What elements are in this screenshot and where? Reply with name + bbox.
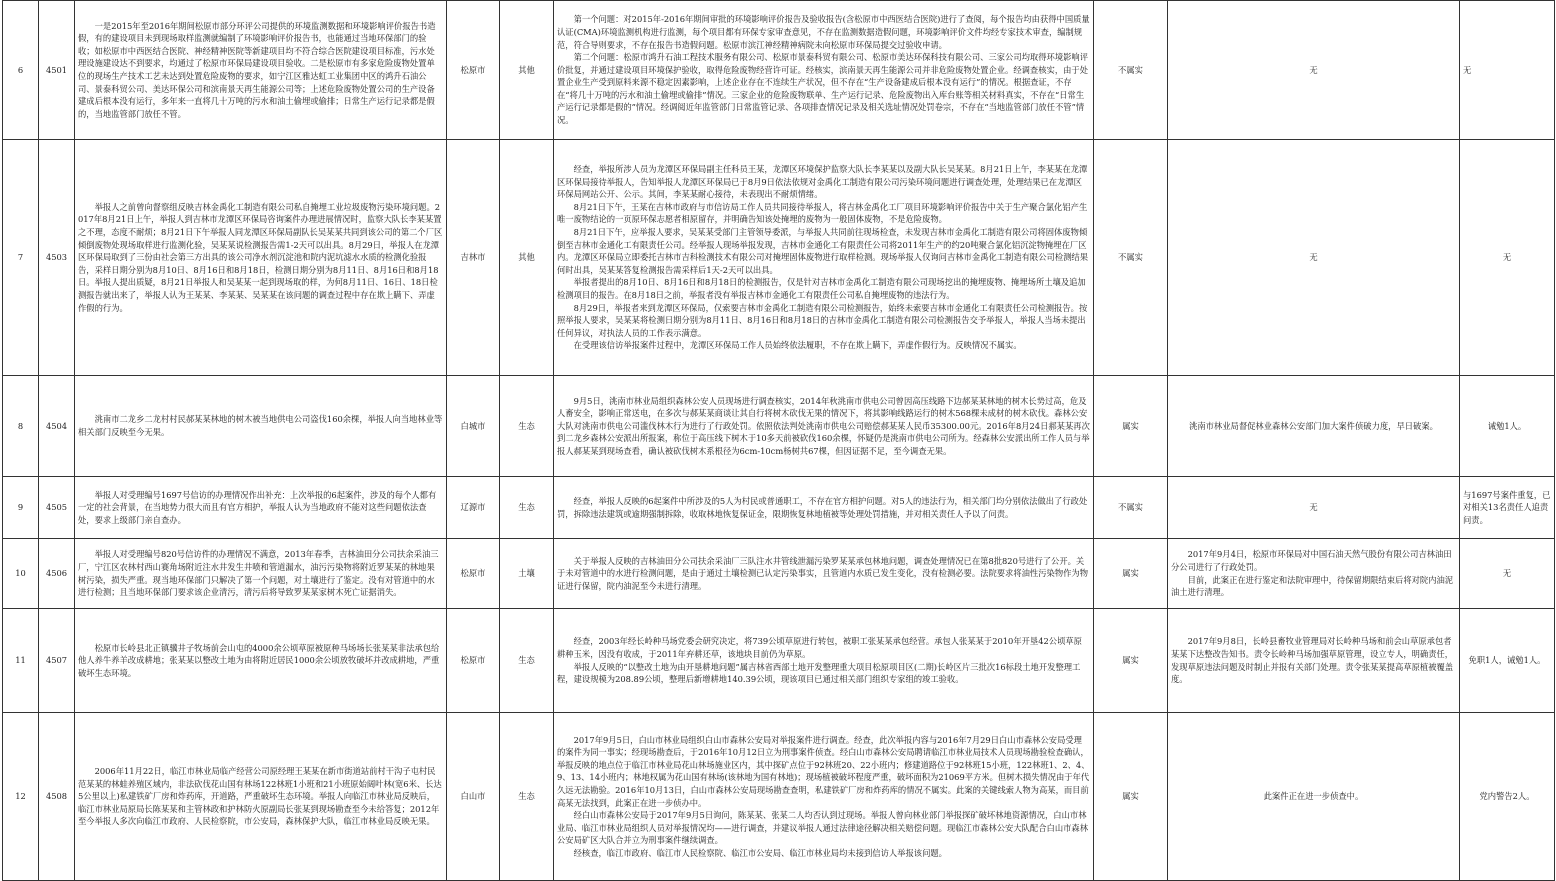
accountability: 与1697号案件重复，已对相关13名责任人追责问责。 bbox=[1460, 477, 1555, 539]
verdict: 不属实 bbox=[1094, 477, 1168, 539]
category: 生态 bbox=[500, 713, 554, 881]
accountability: 党内警告2人。 bbox=[1460, 713, 1555, 881]
verdict: 属实 bbox=[1094, 539, 1168, 609]
handling-measures: 洮南市林业局督促林业森林公安部门加大案件侦破力度，早日破案。 bbox=[1168, 376, 1460, 477]
city: 白城市 bbox=[447, 376, 500, 477]
case-code: 4506 bbox=[39, 539, 75, 609]
accountability: 无 bbox=[1460, 539, 1555, 609]
case-code: 4507 bbox=[39, 609, 75, 713]
handling-measures: 无 bbox=[1168, 477, 1460, 539]
handling-measures: 无 bbox=[1168, 1, 1460, 140]
city: 松原市 bbox=[447, 609, 500, 713]
accountability: 无 bbox=[1460, 1, 1555, 140]
category: 其他 bbox=[500, 1, 554, 140]
table-row bbox=[3, 376, 1555, 477]
complaint-content: 举报人之前曾向督察组反映吉林金禹化工制造有限公司私自掩埋工业垃圾废物污染环境问题。2017年8月21日上午，举报人到吉林市龙潭区环保局咨询案件办理进展情况时，监察大队长李某某置之不理，态度不耐烦；8月21日下午举报人同龙潭区环保局副队长吴某某共同到该公司的第二个厂区倾倒废物处现场取样进行监测化验，吴某某说检测报告需1-2天可以出具。8月29日，举报人在龙潭区环保局取到了三份由社会第三方出具的该公司净水剂沉淀池和院内泥坑滤水水质的检测化验报告，采样日期分别为8月10日、8月16日和8月18日，检测日期分别为8月11日、8月16日和8月18日。举报人提出质疑，8月21日举报人和吴某某一起到现场取的样，为何8月11日、16日、18日检测报告就出来了，举报人认为王某某、李某某、吴某某在该问题的调查过程中存在欺上瞒下、弄虚作假的行为。 bbox=[75, 140, 447, 376]
case-code: 4504 bbox=[39, 376, 75, 477]
complaint-content: 2006年11月22日，临江市林业局临产经营公司原经理王某某在新市街道站前村干沟子屯村民范某某的林蛙养殖区域内，非法砍伐花山国有林场122林班1小班和21小班原始阔叶林(宽6米、长达5公里以上)私建铁矿厂房和炸药库，开道路，严重破坏生态环境。举报人向临江市林业局反映后，临江市林业局原局长陈某某和主管林政和护林防火原副局长张某到现场勘查至今未给答复；2012年至今举报人多次向临江市政府、人民检察院，市公安局，森林保护大队，临江市林业局反映无果。 bbox=[75, 713, 447, 881]
handling-measures: 无 bbox=[1168, 140, 1460, 376]
category: 其他 bbox=[500, 140, 554, 376]
city: 吉林市 bbox=[447, 140, 500, 376]
case-code: 4501 bbox=[39, 1, 75, 140]
complaint-content: 一是2015年至2016年期间松原市部分环评公司提供的环境监测数据和环境影响评价报告书造假，有的建设项目未到现场取样监测就编制了环境影响评价报告书，也能通过当地环保部门的验收；如松原市中西医结合医院、神经精神医院等新建项目均不符合综合医院建设项目标准，污水处理设施建设达不到要求，均通过了松原市环保局建设项目验收。二是松原市有多家危险废物处置单位的现场生产技术工艺未达到处置危险废物的要求，如宁江区雅达虹工业集团中区的鸿升石油公司、景泰科贸公司、美达环保公司和滨南景天再生能源公司等；上述危险废物处置公司的生产设备建成后根本没有运行，多年来一直将几十万吨的污水和油土偷埋或偷排；日常生产运行记录都是假的，当地监管部门放任不管。 bbox=[75, 1, 447, 140]
row-number: 10 bbox=[3, 539, 39, 609]
row-number: 6 bbox=[3, 1, 39, 140]
city: 松原市 bbox=[447, 539, 500, 609]
complaint-content: 举报人对受理编号1697号信访的办理情况作出补充：上次举报的6起案件，涉及的每个人都有一定的社会背景，在当地势力很大而且有官方相护，举报人认为当地政府不能对这些问题依法查处，要求上级部门亲自查办。 bbox=[75, 477, 447, 539]
investigation-result: 经查，举报人反映的6起案件中所涉及的5人为村民或普通职工，不存在官方相护问题。对5人的违法行为，相关部门均分别依法做出了行政处罚，拆除违法建筑或逾期强制拆除，收取林地恢复保证金，限期恢复林地植被等处理处罚措施，并对相关责任人予以了问责。 bbox=[554, 477, 1094, 539]
table-row bbox=[3, 1, 1555, 140]
verdict: 不属实 bbox=[1094, 1, 1168, 140]
row-number: 9 bbox=[3, 477, 39, 539]
investigation-result: 9月5日，洮南市林业局组织森林公安人员现场进行调查核实，2014年秋洮南市供电公司曾因高压线路下边郝某某林地的树木长势过高，危及人畜安全，影响正常送电，在多次与郝某某商谈让其自行将树木砍伐无果的情况下，将其影响线路运行的树木568棵未成材的树木砍伐。森林公安大队对洮南市供电公司滥伐林木行为进行了行政处罚。依照依法判处洮南市供电公司赔偿郝某某人民币35300.00元。2016年8月24日郝某某再次到二龙乡森林公安派出所报案，称位于高压线下树木于10多天前被砍伐160余棵，怀疑仍是洮南市供电公司所为。经森林公安派出所工作人员与举报人郝某某到现场查看，确认被砍伐树木系根径为6cm-10cm杨树共67棵，但因证据不足，至今调查无果。 bbox=[554, 376, 1094, 477]
row-number: 11 bbox=[3, 609, 39, 713]
table-row bbox=[3, 477, 1555, 539]
accountability: 诫勉1人。 bbox=[1460, 376, 1555, 477]
city: 辽源市 bbox=[447, 477, 500, 539]
investigation-result: 经查，2003年经长岭种马场党委会研究决定，将739公顷草原进行转包，被职工张某某承包经营。承包人张某某于2010年开垦42公顷草原耕种玉米，因没有收成，于2011年弃耕还草，该地块目前仍为草原。 举报人反映的“以整改土地为由开垦耕地问题”属吉林省西部土地开发整理重大项目松原项目区(二期)长岭区片三批次16标段土地开发整理工程，建设规模为208.89公顷，整理后新增耕地140.39公顷，现该项目已通过相关部门组织专家组的竣工验收。 bbox=[554, 609, 1094, 713]
table-row bbox=[3, 140, 1555, 376]
case-code: 4508 bbox=[39, 713, 75, 881]
accountability: 无 bbox=[1460, 140, 1555, 376]
complaint-table bbox=[2, 0, 1555, 881]
row-number: 12 bbox=[3, 713, 39, 881]
table-row bbox=[3, 539, 1555, 609]
category: 生态 bbox=[500, 609, 554, 713]
complaint-content: 举报人对受理编号820号信访件的办理情况不满意，2013年春季，吉林油田分公司扶余采油三厂，宁江区农林村西山赛角场附近注水井发生井喷和管道漏水，油污污染物将附近罗某某的林地果树污染，损失严重。现当地环保部门只解决了第一个问题，对土壤进行了鉴定。没有对管道中的水进行检测；且当地环保部门要求该企业清污，清污后将导致罗某某家树木死亡证据消失。 bbox=[75, 539, 447, 609]
table-row bbox=[3, 713, 1555, 881]
row-number: 7 bbox=[3, 140, 39, 376]
category: 生态 bbox=[500, 477, 554, 539]
table-row bbox=[3, 609, 1555, 713]
accountability: 免职1人，诫勉1人。 bbox=[1460, 609, 1555, 713]
handling-measures: 2017年9月4日，松原市环保局对中国石油天然气股份有限公司吉林油田分公司进行了行政处罚。 目前，此案正在进行鉴定和法院审理中，待保留期限结束后将对院内油泥油土进行清理。 bbox=[1168, 539, 1460, 609]
complaint-content: 松原市长岭县北正镇骥井子牧场前会山屯的4000余公顷草原被原种马场场长张某某非法承包给他人养牛养羊改成耕地；张某某以整改土地为由将附近居民1000余公顷放牧破坏并改成耕地，严重破坏生态环境。 bbox=[75, 609, 447, 713]
investigation-result: 第一个问题：对2015年-2016年期间审批的环境影响评价报告及验收报告(含松原市中西医结合医院)进行了查阅，每个报告均由获得中国质量认证(CMA)环境监测机构进行监测，每个项目都有环保专家审查意见，不存在监测数据造假问题，环境影响评价文件均经专家技术审查，编制规范，符合导则要求，不存在报告书造假问题。松原市滨江神经精神病院未向松原市环保局提交过验收申请。 第二个问题：松原市鸿升石油工程技术服务有限公司、松原市景泰科贸有限公司、松原市美达环保科技有限公司、三家公司均取得环境影响评价批复，并通过建设项目环境保护验收，取得危险废物经营许可证。经核实，滨南景天再生能源公司并非危险废物处置企业。经调查核实，由于处置企业生产受到原料来源不稳定因素影响，上述企业存在不连续生产状况，但不存在“生产设备建成后根本没有运行”的情况。根据查证，不存在“将几十万吨的污水和油土偷埋或偷排”情况。三家企业的危险废物联单、生产运行记录、危险废物出入库台账等相关材料真实，不存在“日常生产运行记录都是假的”情况。经调阅近年监管部门日常监管记录、各项排查情况记录及相关选址情况处罚卷宗，不存在“当地监管部门放任不管”情况。 bbox=[554, 1, 1094, 140]
verdict: 属实 bbox=[1094, 376, 1168, 477]
category: 生态 bbox=[500, 376, 554, 477]
row-number: 8 bbox=[3, 376, 39, 477]
handling-measures: 2017年9月8日，长岭县畜牧业管理局对长岭种马场和前会山草原承包者某某下达整改告知书。责令长岭种马场加强草原管理，设立专人，明确责任，发现草原违法问题及时制止并报有关部门处理。责令张某某提高草原植被覆盖度。 bbox=[1168, 609, 1460, 713]
verdict: 属实 bbox=[1094, 609, 1168, 713]
city: 白山市 bbox=[447, 713, 500, 881]
verdict: 属实 bbox=[1094, 713, 1168, 881]
investigation-result: 经查，举报所涉人员为龙潭区环保局副主任科员王某，龙潭区环境保护监察大队长李某某以及副大队长吴某某。8月21日上午，李某某在龙潭区环保局接待举报人，告知举报人龙潭区环保局已于8月9日依法依规对金禹化工制造有限公司污染环境问题进行调查处理，处理结果已在龙潭区环保局网站公开、公示。其间，李某某耐心接待，未表现出不耐烦情绪。 8月21日下午，王某在吉林市政府与市信访局工作人员共同接待举报人，将吉林金禹化工厂项目环境影响评价报告中关于生产聚合氯化铝产生唯一废物结论的一页原环保志愿者相原留存，并明确告知该处掩埋的废物为一般固体废物，不是危险废物。 8月21日下午，应举报人要求，吴某某受部门主管领导委派，与举报人共同前往现场检查，未发现吉林市金禹化工制造有限公司将固体废物倾倒至吉林市金通化工有限责任公司。经举报人现场举报发现，吉林市金通化工有限责任公司将2011年生产的约20吨聚合氯化铝沉淀物掩埋在厂区内。龙潭区环保局立即委托吉林市吉科检测技术有限公司对掩埋固体废物进行取样检测。现场举报人仅询问吉林市金禹化工制造有限公司检测结果何时出具，吴某某答复检测报告需采样后1天-2天可以出具。 举报者提出的8月10日、8月16日和8月18日的检测报告，仅是针对吉林市金禹化工制造有限公司现场挖出的掩埋废物、掩埋场所土壤及追加检测项目的报告。在8月18日之前，举报者没有举报吉林市金通化工有限责任公司私自掩埋废物的违法行为。 8月29日，举报者来到龙潭区环保局，仅索要吉林市金禹化工制造有限公司检测报告，始终未索要吉林市金通化工有限责任公司检测报告。按照举报人要求，吴某某将检测日期分别为8月11日、8月16日和8月18日的吉林市金禹化工制造有限公司检测报告交予举报人，举报人当场未提出任何异议，对执法人员的工作表示满意。 在受理该信访举报案件过程中，龙潭区环保局工作人员始终依法履职，不存在欺上瞒下，弄虚作假行为。反映情况不属实。 bbox=[554, 140, 1094, 376]
category: 土壤 bbox=[500, 539, 554, 609]
case-code: 4503 bbox=[39, 140, 75, 376]
complaint-content: 洮南市二龙乡二龙村村民郝某某林地的树木被当地供电公司盗伐160余棵，举报人向当地林业等相关部门反映至今无果。 bbox=[75, 376, 447, 477]
city: 松原市 bbox=[447, 1, 500, 140]
investigation-result: 2017年9月5日，白山市林业局组织白山市森林公安局对举报案件进行调查。经查，此次举报内容与2016年7月29日白山市森林公安局受理的案件为同一事实；经现场勘查后，于2016年10月12日立为刑事案件侦查。经白山市森林公安局聘请临江市林业局技术人员现场勘验检查确认，举报反映的地点位于临江市林业局花山林场施业区内，其中探矿点位于92林班20、22小班内；修建道路位于92林班15小班，122林班1、2、4、9、13、14小班内；林地权属为花山国有林场(该林地为国有林地)；现场植被破坏程度严重，破坏面积为21069平方米。但树木损失情况由于年代久远无法勘验。2016年10月13日，白山市森林公安局现场勘查查明，私建铁矿厂房和炸药库的情况不属实。此案的关键线索人物为高某，而目前高某无法找到，此案正在进一步侦办中。 经白山市森林公安局于2017年9月5日询问，陈某某、张某二人均否认到过现场。举报人曾向林业部门举报探矿破坏林地资源情况，白山市林业局、临江市林业局组织人员对举报情况均——进行调查，并建议举报人通过法律途径解决相关赔偿问题。现临江市森林公安大队配合白山市森林公安局矿区大队合并立为刑事案件继续调查。 经核查，临江市政府、临江市人民检察院、临江市公安局、临江市林业局均未接到信访人举报该问题。 bbox=[554, 713, 1094, 881]
case-code: 4505 bbox=[39, 477, 75, 539]
investigation-result: 关于举报人反映的吉林油田分公司扶余采油厂三队注水井管线泄漏污染罗某某承包林地问题，调查处理情况已在第8批820号进行了公开。关于未对管道中的水进行检测问题，是由于通过土壤检测已认定污染事实，且管道内水质已发生变化，没有检测必要。法院要求将油性污染物作为物证进行保留，院内油泥至今未进行清理。 bbox=[554, 539, 1094, 609]
handling-measures: 此案件正在进一步侦查中。 bbox=[1168, 713, 1460, 881]
verdict: 不属实 bbox=[1094, 140, 1168, 376]
